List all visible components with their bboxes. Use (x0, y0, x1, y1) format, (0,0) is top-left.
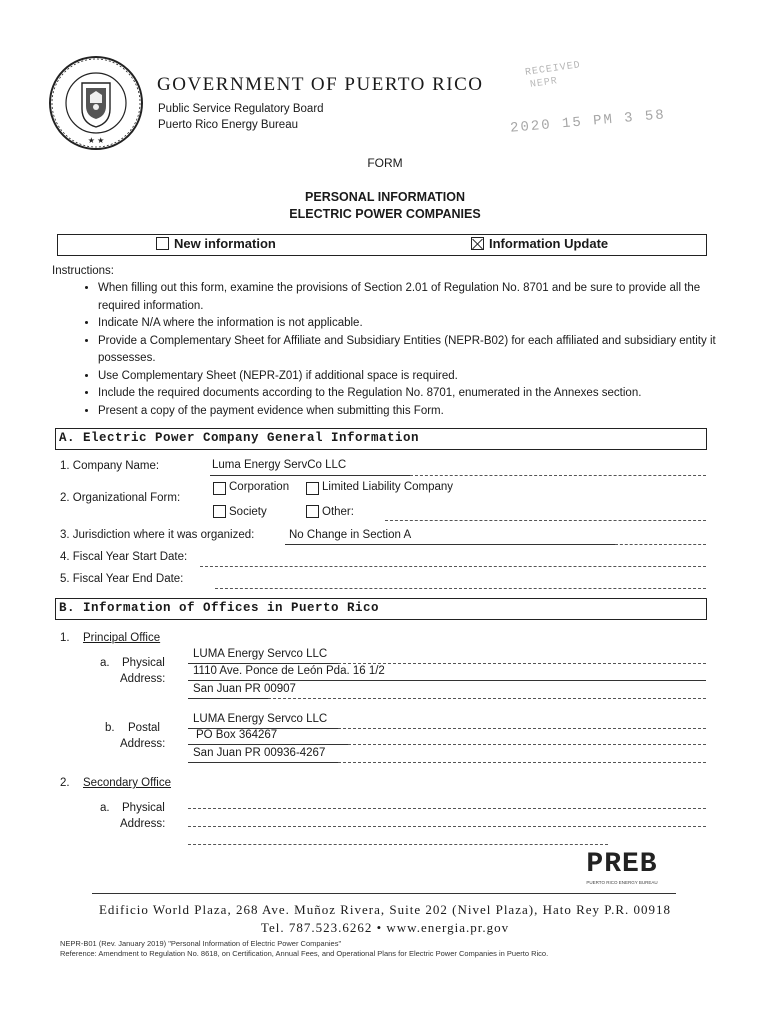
secondary-office-label: Secondary Office (83, 777, 172, 789)
secondary-address-line-2[interactable] (188, 826, 706, 827)
society-checkbox[interactable] (213, 505, 226, 518)
stamp-line-1: RECEIVED (524, 60, 582, 79)
form-reference: NEPR-B01 (Rev. January 2019) "Personal Information of Electric Power Companies" (60, 939, 342, 948)
instruction-item: • Use Complementary Sheet (NEPR-Z01) if additional space is required. (98, 368, 738, 386)
section-b-header (55, 598, 707, 620)
llc-label: Limited Liability Company (322, 481, 454, 493)
principal-postal-line-3[interactable]: San Juan PR 00936-4267 (193, 747, 326, 759)
new-information-checkbox[interactable] (156, 237, 169, 250)
fiscal-year-start-label: 4. Fiscal Year Start Date: (60, 551, 188, 563)
bureau-name: Puerto Rico Energy Bureau (158, 119, 298, 131)
section-a-title: A. Electric Power Company General Information (59, 431, 420, 445)
form-title: PERSONAL INFORMATION (305, 190, 465, 204)
postal-label: Postal (128, 722, 160, 734)
organizational-form-label: 2. Organizational Form: (60, 492, 181, 504)
principal-postal-line-2[interactable]: PO Box 364267 (196, 729, 278, 741)
principal-physical-line-2[interactable]: 1110 Ave. Ponce de León Pda. 16 1/2 (193, 665, 385, 677)
physical-address-label: Address: (120, 673, 166, 685)
information-update-checkbox[interactable] (471, 237, 484, 250)
board-name: Public Service Regulatory Board (158, 103, 324, 115)
stamp-date: 2020 15 PM 3 58 (509, 107, 667, 137)
secondary-address-line-3[interactable] (188, 844, 608, 845)
instructions-list (70, 280, 738, 420)
information-update-label: Information Update (489, 236, 609, 251)
regulation-reference: Reference: Amendment to Regulation No. 8618, on Certification, Annual Fees, and Operational Plans for Electric Power Companies in Puerto Rico. (60, 949, 549, 958)
fiscal-year-start-field[interactable] (200, 566, 706, 567)
principal-physical-line-1[interactable]: LUMA Energy Servco LLC (193, 648, 328, 660)
company-name-value[interactable]: Luma Energy ServCo LLC (212, 459, 347, 471)
preb-logo-subtext: PUERTO RICO ENERGY BUREAU (586, 880, 658, 885)
instruction-item: • Indicate N/A where the information is not applicable. (98, 315, 738, 333)
form-label: FORM (367, 156, 403, 170)
secondary-address-label: Address: (120, 818, 166, 830)
section-b-title: B. Information of Offices in Puerto Rico (59, 601, 380, 615)
jurisdiction-label: 3. Jurisdiction where it was organized: (60, 529, 255, 541)
secondary-physical-label: Physical (122, 802, 165, 814)
secondary-address-line-1[interactable] (188, 808, 706, 809)
llc-checkbox[interactable] (306, 482, 319, 495)
instructions-heading: Instructions: (52, 265, 114, 277)
stamp-line-2: NEPR (529, 76, 559, 91)
secondary-physical-item-letter: a. (100, 802, 110, 814)
other-checkbox[interactable] (306, 505, 319, 518)
postal-address-label: Address: (120, 738, 166, 750)
fiscal-year-end-field[interactable] (215, 588, 706, 589)
principal-physical-line-3[interactable]: San Juan PR 00907 (193, 683, 296, 695)
footer-contact: Tel. 787.523.6262 • www.energia.pr.gov (260, 920, 510, 935)
section-a-header (55, 428, 707, 450)
preb-logo-mark: PREB (586, 849, 658, 880)
other-field[interactable] (385, 520, 706, 521)
principal-office-label: Principal Office (83, 632, 161, 644)
other-label: Other: (322, 506, 354, 518)
footer-address: Edificio World Plaza, 268 Ave. Muñoz Rivera, Suite 202 (Nivel Plaza), Hato Rey P.R. 00918 (98, 902, 671, 917)
government-title: GOVERNMENT OF PUERTO RICO (157, 74, 484, 95)
physical-item-letter: a. (100, 657, 110, 669)
corporation-checkbox[interactable] (213, 482, 226, 495)
society-label: Society (229, 506, 267, 518)
instruction-item: • Include the required documents according to the Regulation No. 8701, enumerated in the Annexes section. (98, 385, 738, 403)
form-subtitle: ELECTRIC POWER COMPANIES (289, 207, 481, 221)
information-type-selector (57, 234, 707, 256)
new-information-label: New information (174, 236, 276, 251)
instruction-item: • Provide a Complementary Sheet for Affiliate and Subsidiary Entities (NEPR-B02) for each affiliated and subsidiary entity it possesses. (98, 333, 738, 368)
principal-postal-line-1[interactable]: LUMA Energy Servco LLC (193, 713, 328, 725)
corporation-label: Corporation (229, 481, 290, 493)
postal-item-letter: b. (105, 722, 115, 734)
puerto-rico-seal-icon (48, 55, 144, 151)
preb-logo (582, 850, 662, 890)
svg-text:★ ★: ★ ★ (87, 136, 105, 145)
jurisdiction-value[interactable]: No Change in Section A (289, 529, 412, 541)
company-name-label: 1. Company Name: (60, 460, 160, 472)
instruction-item: • When filling out this form, examine the provisions of Section 2.01 of Regulation No. 8701 and be sure to provide all the required information. (98, 280, 738, 315)
received-stamp (505, 58, 675, 148)
instruction-item: • Present a copy of the payment evidence when submitting this Form. (98, 403, 738, 421)
physical-label: Physical (122, 657, 165, 669)
secondary-office-number: 2. (60, 777, 70, 789)
fiscal-year-end-label: 5. Fiscal Year End Date: (60, 573, 184, 585)
principal-office-number: 1. (60, 632, 70, 644)
